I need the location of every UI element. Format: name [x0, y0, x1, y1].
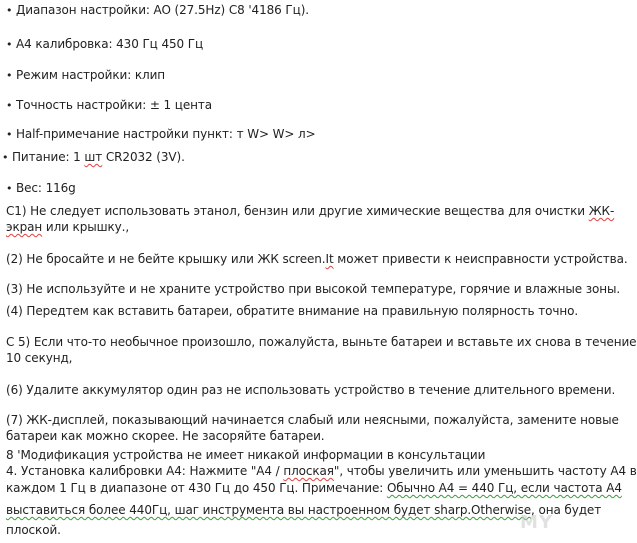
caution-1-line-1: С1) Не следует использовать этанол, бензин или другие химические вещества для очистки ЖК-	[6, 204, 615, 218]
spec-tuning-mode: • Режим настройки: клип	[6, 67, 165, 84]
caution-5-line-1: С 5) Если что-то необычное произошло, пожалуйста, выньте батареи и вставьте их снова в течение	[6, 335, 637, 349]
watermark-logo: MY	[520, 512, 553, 533]
calibration-line-4: плоской.	[6, 523, 61, 537]
calibration-line-2: каждом 1 Гц в диапазоне от 430 Гц до 450 Гц. Примечание: Обычно А4 = 440 Гц, если частота А4	[6, 481, 622, 495]
spec-power: • Питание: 1 шт CR2032 (3V).	[2, 149, 185, 166]
caution-1-line-2: экран или крышку.,	[6, 220, 130, 234]
caution-2: (2) Не бросайте и не бейте крышку или ЖК screen.It может привести к неисправности устройства.	[6, 252, 628, 266]
spec-a4-calibration: • А4 калибровка: 430 Гц 450 Гц	[6, 36, 203, 53]
caution-6: (6) Удалите аккумулятор один раз не использовать устройство в течение длительного времени.	[6, 383, 616, 397]
calibration-line-3: выставиться более 440Гц, шаг инструмента вы настроенном будет sharp.Otherwise, она будет	[6, 503, 602, 517]
caution-7-line-1: (7) ЖК-дисплей, показывающий начинается слабый или неясными, пожалуйста, замените новые	[6, 413, 619, 427]
caution-8: 8 'Модификация устройства не имеет никакой информации в консультации	[6, 448, 486, 462]
caution-3: (3) Не используйте и не храните устройство при высокой температуре, горячие и влажные зоны.	[6, 282, 621, 296]
spec-half-note: • Half-примечание настройки пункт: т W> W> л>	[6, 126, 316, 143]
spec-tuning-range: • Диапазон настройки: AO (27.5Hz) C8 '4186 Гц).	[6, 2, 309, 19]
calibration-line-1: 4. Установка калибровки А4: Нажмите "А4 / плоская", чтобы увеличить или уменьшить частоту А4 в	[6, 464, 637, 478]
spec-weight: • Вес: 116g	[6, 180, 76, 197]
caution-7-line-2: батареи как можно скорее. Не засоряйте батареи.	[6, 429, 325, 443]
caution-4: (4) Передтем как вставить батареи, обратите внимание на правильную полярность точно.	[6, 304, 579, 318]
caution-5-line-2: 10 секунд,	[6, 351, 73, 365]
spec-accuracy: • Точность настройки: ± 1 цента	[6, 97, 212, 114]
